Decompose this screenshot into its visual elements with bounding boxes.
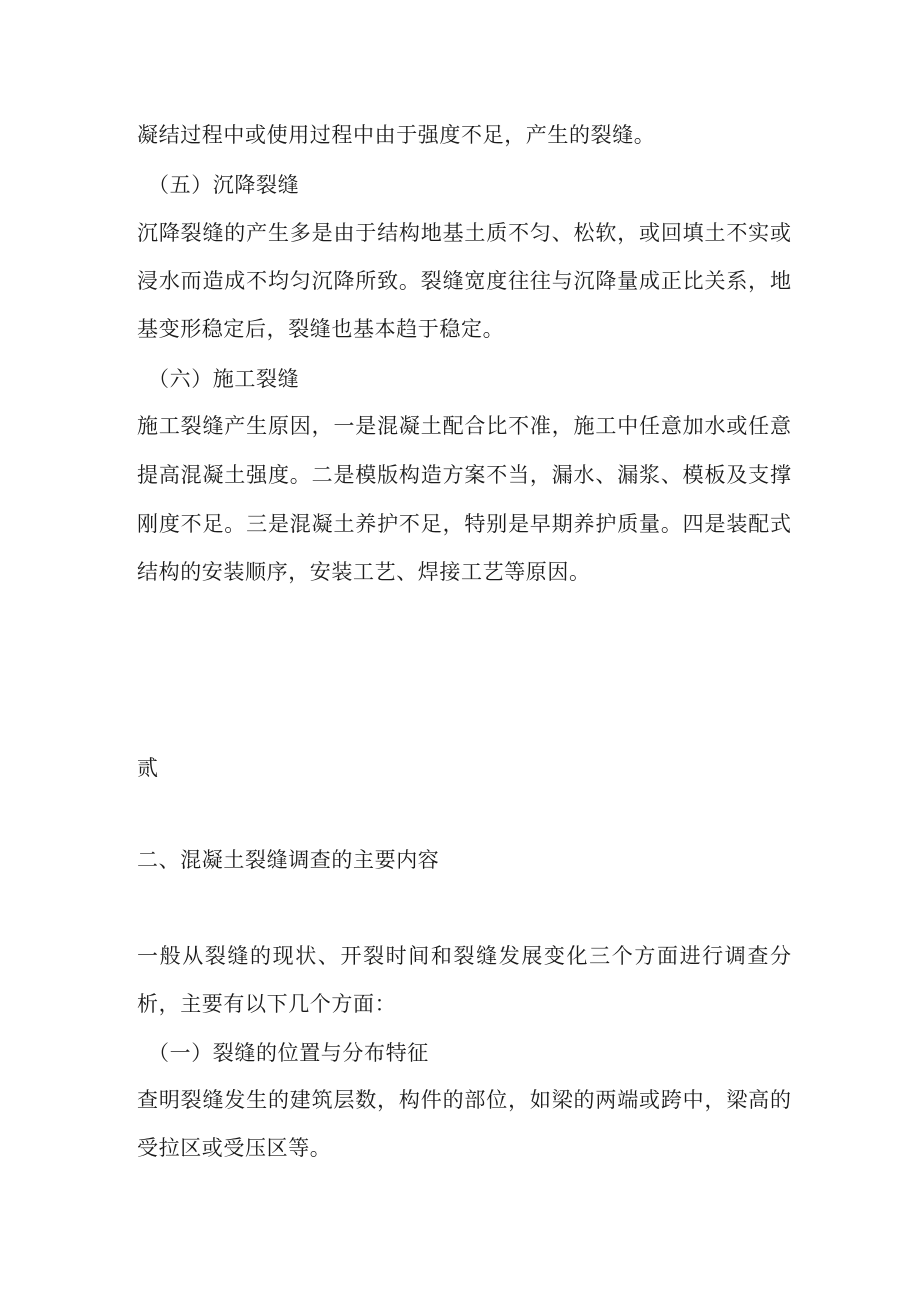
section-heading-settlement-cracks: （五）沉降裂缝 [148, 173, 300, 197]
paragraph-line: 结构的安装顺序，安装工艺、焊接工艺等原因。 [137, 560, 591, 584]
section-heading-construction-cracks: （六）施工裂缝 [148, 367, 300, 391]
paragraph-line: 沉降裂缝的产生多是由于结构地基土质不匀、松软，或回填土不实或 [137, 221, 791, 245]
paragraph-line: 凝结过程中或使用过程中由于强度不足，产生的裂缝。 [137, 123, 656, 147]
paragraph-line: 一般从裂缝的现状、开裂时间和裂缝发展变化三个方面进行调查分 [137, 944, 791, 968]
paragraph-line: 提高混凝土强度。二是模版构造方案不当，漏水、漏浆、模板及支撑 [137, 463, 791, 487]
chapter-heading: 二、混凝土裂缝调查的主要内容 [137, 848, 440, 872]
paragraph-line: 基变形稳定后，裂缝也基本趋于稳定。 [137, 317, 505, 341]
section-heading-crack-location: （一）裂缝的位置与分布特征 [148, 1041, 429, 1065]
section-marker: 贰 [137, 756, 159, 780]
paragraph-line: 查明裂缝发生的建筑层数，构件的部位，如梁的两端或跨中，梁高的 [137, 1088, 791, 1112]
paragraph-line: 析，主要有以下几个方面： [137, 992, 397, 1016]
paragraph-line: 施工裂缝产生原因，一是混凝土配合比不准，施工中任意加水或任意 [137, 414, 791, 438]
paragraph-line: 浸水而造成不均匀沉降所致。裂缝宽度往往与沉降量成正比关系，地 [137, 269, 791, 293]
paragraph-line: 受拉区或受压区等。 [137, 1136, 332, 1160]
paragraph-line: 刚度不足。三是混凝土养护不足，特别是早期养护质量。四是装配式 [137, 512, 791, 536]
